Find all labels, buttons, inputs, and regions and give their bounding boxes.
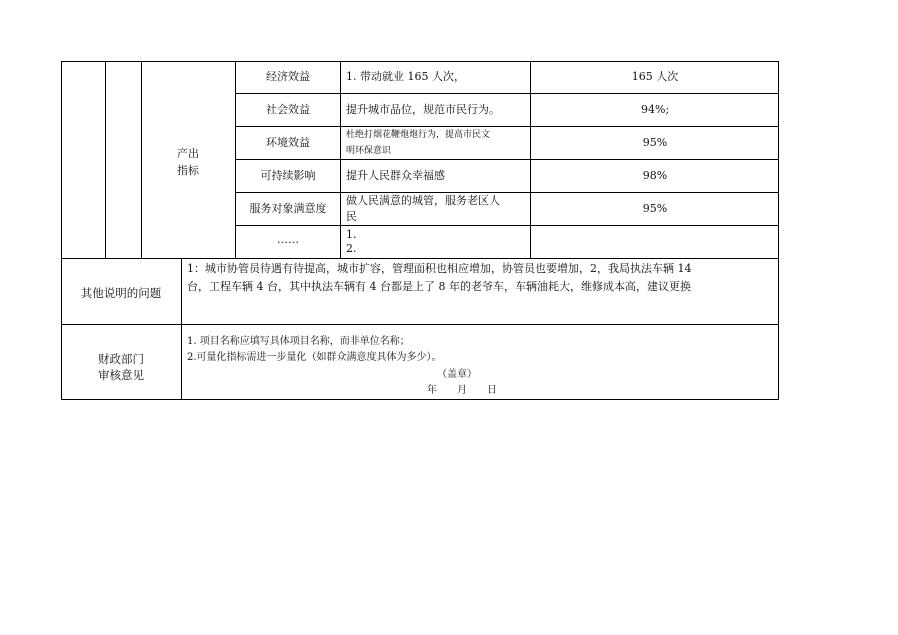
finance-review-line: 2.可量化指标需进一步量化（如群众满意度具体为多少）。 xyxy=(187,352,442,363)
row-value: 95% xyxy=(642,136,668,149)
performance-table xyxy=(61,61,779,400)
row-divider xyxy=(235,126,779,127)
row-content: 1. 带动就业 165 人次， xyxy=(346,70,465,83)
finance-review-line: 1. 项目名称应填写具体项目名称，而非单位名称； xyxy=(187,336,410,347)
review-date: 年 月 日 xyxy=(427,385,497,396)
row-value: 95% xyxy=(642,202,668,215)
output-indicator-label: 产出 指标 xyxy=(177,147,199,177)
section-divider xyxy=(61,324,779,325)
column-divider xyxy=(141,61,142,258)
row-category: 服务对象满意度 xyxy=(249,202,327,215)
row-divider xyxy=(235,159,779,160)
row-divider xyxy=(235,192,779,193)
column-divider xyxy=(105,61,106,258)
table-border-top xyxy=(61,61,779,62)
table-border-right xyxy=(778,61,779,400)
row-category: 社会效益 xyxy=(266,103,310,116)
row-divider xyxy=(235,225,779,226)
row-category: …… xyxy=(277,233,299,246)
other-issues-text: 台，工程车辆 4 台，其中执法车辆有 4 台都是上了 8 年的老爷车，车辆油耗大，维修成本高，建议更换 xyxy=(187,280,691,293)
row-category: 环境效益 xyxy=(266,136,310,149)
row-category: 经济效益 xyxy=(266,70,310,83)
row-content: 杜绝打烟花鞭炮炮行为，提高市民文 明环保意识 xyxy=(346,130,491,156)
column-divider xyxy=(340,61,341,258)
column-divider xyxy=(181,258,182,400)
row-content: 做人民满意的城管，服务老区人 民 xyxy=(346,194,500,223)
row-value: 94%; xyxy=(641,103,670,116)
row-content: 提升城市品位，规范市民行为。 xyxy=(346,103,500,116)
row-divider xyxy=(235,93,779,94)
other-issues-label: 其他说明的问题 xyxy=(80,286,162,300)
row-category: 可持续影响 xyxy=(260,169,316,182)
table-border-bottom xyxy=(61,399,779,400)
finance-review-label: 财政部门 审核意见 xyxy=(98,352,144,382)
row-value: 98% xyxy=(642,169,668,182)
other-issues-text: 1：城市协管员待遇有待提高，城市扩容，管理面积也相应增加，协管员也要增加，2，我局执法车辆 14 xyxy=(187,262,692,275)
column-divider xyxy=(530,61,531,258)
section-divider xyxy=(61,258,779,259)
row-content: 1. 2. xyxy=(346,228,357,255)
table-border-left xyxy=(61,61,62,400)
row-content: 提升人民群众幸福感 xyxy=(346,169,445,182)
seal-note: （盖章） xyxy=(437,369,477,380)
row-value: 165 人次 xyxy=(631,70,679,83)
column-divider xyxy=(235,61,236,258)
